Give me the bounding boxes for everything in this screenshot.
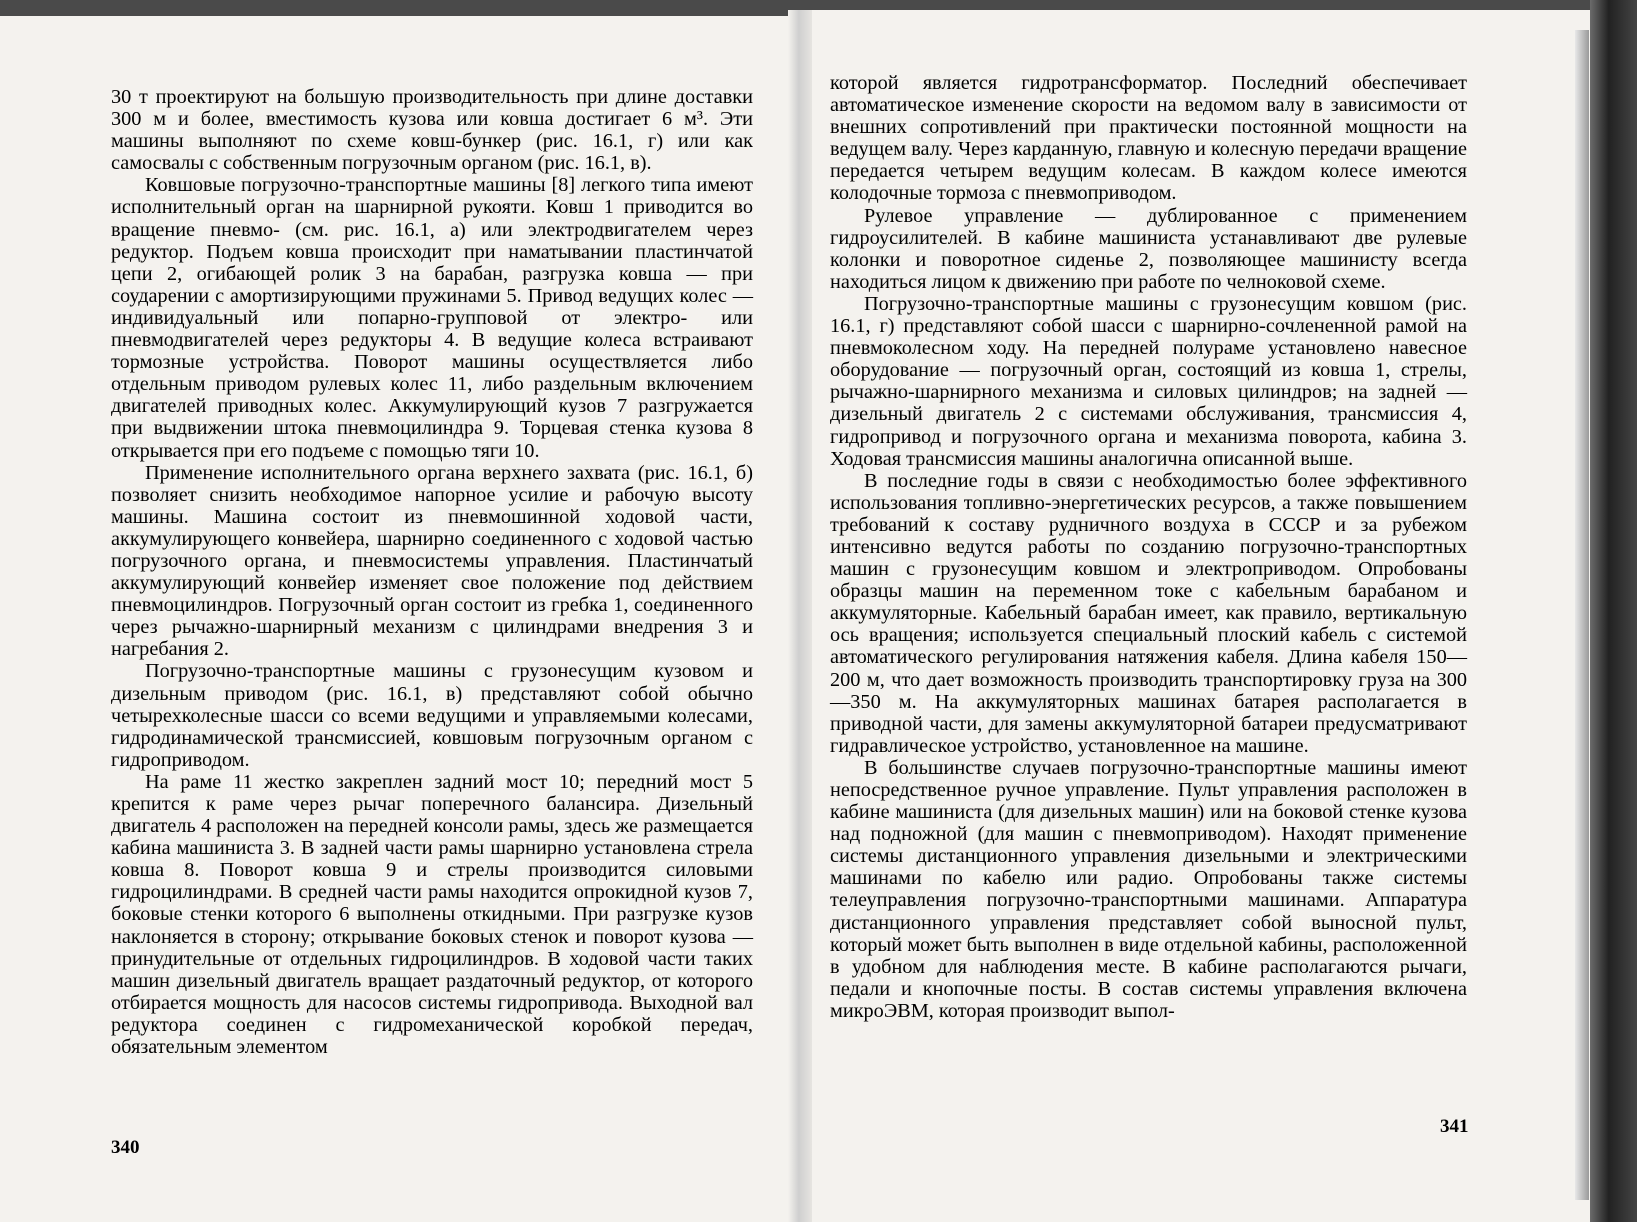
page-number-right: 341 [1440, 1116, 1469, 1137]
left-paragraph-2: Ковшовые погрузочно-транспортные машины [8] легкого типа имеют исполнительный орган на шарнирной рукояти. Ковш 1 приводится во вращение пневмо- (см. рис. 16.1, а) или электродвигателем через редуктор. Подъем ковша происходит при наматывании пластинчатой цепи 2, огибающей ролик 3 на барабан, разгрузка ковша — при соударении с амортизирующими пружинами 5. Привод ведущих колес — индивидуальный или попарно-групповой от электро- или пневмодвигателей через редукторы 4. В ведущие колеса встраивают тормозные устройства. Поворот машины осуществляется либо отдельным приводом рулевых колес 11, либо раздельным включением двигателей приводных колес. Аккумулирующий кузов 7 разгружается при выдвижении штока пневмоцилиндра 9. Торцевая стенка кузова 8 открывается при его подъеме с помощью тяги 10. [111, 174, 753, 462]
right-paragraph-2: Рулевое управление — дублированное с применением гидроусилителей. В кабине машиниста устанавливают две рулевые колонки и поворотное сиденье 2, позволяющее машинисту всегда находиться лицом к движению при работе по челноковой схеме. [830, 204, 1467, 293]
right-page-text [830, 72, 1467, 1022]
page-number-left: 340 [111, 1137, 140, 1158]
left-paragraph-4: Погрузочно-транспортные машины с грузонесущим кузовом и дизельным приводом (рис. 16.1, в) представляют собой обычно четырехколесные шасси со всеми ведущими и управляемыми колесами, гидродинамической трансмиссией, ковшовым погрузочным органом с гидроприводом. [111, 660, 753, 771]
left-paragraph-1: 30 т проектируют на большую производительность при длине доставки 300 м и более, вместимость кузова или ковша достигает 6 м³. Эти машины выполняют по схеме ковш-бункер (рис. 16.1, г) или как самосвалы с собственным погрузочным органом (рис. 16.1, в). [111, 86, 753, 175]
page-edge [1575, 30, 1589, 1200]
right-paragraph-1: которой является гидротрансформатор. Последний обеспечивает автоматическое изменение скорости на ведомом валу в зависимости от внешних сопротивлений при практически постоянной мощности на ведущем валу. Через карданную, главную и колесную передачи вращение передается четырем ведущим колесам. В каждом колесе имеются колодочные тормоза с пневмоприводом. [830, 72, 1467, 205]
scanner-edge-shadow [1590, 0, 1637, 1222]
left-paragraph-3: Применение исполнительного органа верхнего захвата (рис. 16.1, б) позволяет снизить необходимое напорное усилие и рабочую высоту машины. Машина состоит из пневмошинной ходовой части, аккумулирующего конвейера, шарнирно соединенного с ходовой частью погрузочного органа, и пневмосистемы управления. Пластинчатый аккумулирующий конвейер изменяет свое положение под действием пневмоцилиндров. Погрузочный орган состоит из гребка 1, соединенного через рычажно-шарнирный механизм с цилиндрами внедрения 3 и нагребания 2. [111, 461, 753, 661]
right-paragraph-4: В последние годы в связи с необходимостью более эффективного использования топливно-энергетических ресурсов, а также повышением требований к составу рудничного воздуха в СССР и за рубежом интенсивно ведутся работы по созданию погрузочно-транспортных машин с грузонесущим ковшом и электроприводом. Опробованы образцы машин на переменном токе с кабельным барабаном и аккумуляторные. Кабельный барабан имеет, как правило, вертикальную ось вращения; используется специальный плоский кабель с системой автоматического регулирования натяжения кабеля. Длина кабеля 150—200 м, что дает возможность производить транспортировку груза на 300—350 м. На аккумуляторных машинах батарея располагается в приводной части, для замены аккумуляторной батареи предусматривают гидравлическое устройство, установленное на машине. [830, 469, 1467, 757]
left-page-text [111, 86, 753, 1058]
right-paragraph-3: Погрузочно-транспортные машины с грузонесущим ковшом (рис. 16.1, г) представляют собой шасси с шарнирно-сочлененной рамой на пневмоколесном ходу. На передней полураме установлено навесное оборудование — погрузочный орган, состоящий из ковша 1, стрелы, рычажно-шарнирного механизма и силовых цилиндров; на задней — дизельный двигатель 2 с системами обслуживания, трансмиссия 4, гидропривод и погрузочного органа и механизма поворота, кабина 3. Ходовая трансмиссия машины аналогична описанной выше. [830, 292, 1467, 470]
book-gutter [788, 10, 812, 1222]
left-paragraph-5: На раме 11 жестко закреплен задний мост 10; передний мост 5 крепится к раме через рычаг поперечного балансира. Дизельный двигатель 4 расположен на передней консоли рамы, здесь же размещается кабина машиниста 3. В задней части рамы шарнирно установлена стрела ковша 8. Поворот ковша 9 и стрелы производится силовыми гидроцилиндрами. В средней части рамы находится опрокидной кузов 7, боковые стенки которого 6 выполнены откидными. При разгрузке кузов наклоняется в сторону; открывание боковых стенок и поворот кузова — принудительные от отдельных гидроцилиндров. В ходовой части таких машин дизельный двигатель вращает раздаточный редуктор, от которого отбирается мощность для насосов системы гидропривода. Выходной вал редуктора соединен с гидромеханической коробкой передач, обязательным элементом [111, 770, 753, 1059]
right-paragraph-5: В большинстве случаев погрузочно-транспортные машины имеют непосредственное ручное управление. Пульт управления расположен в кабине машиниста (для дизельных машин) или на боковой стенке кузова над подножной (для машин с пневмоприводом). Находят применение системы дистанционного управления дизельными и электрическими машинами по кабелю или радио. Опробованы также системы телеуправления погрузочно-транспортными машинами. Аппаратура дистанционного управления представляет собой выносной пульт, который может быть выполнен в виде отдельной кабины, расположенной в удобном для наблюдения месте. В кабине располагаются рычаги, педали и кнопочные посты. В состав системы управления включена микроЭВМ, которая производит выпол- [830, 756, 1467, 1022]
